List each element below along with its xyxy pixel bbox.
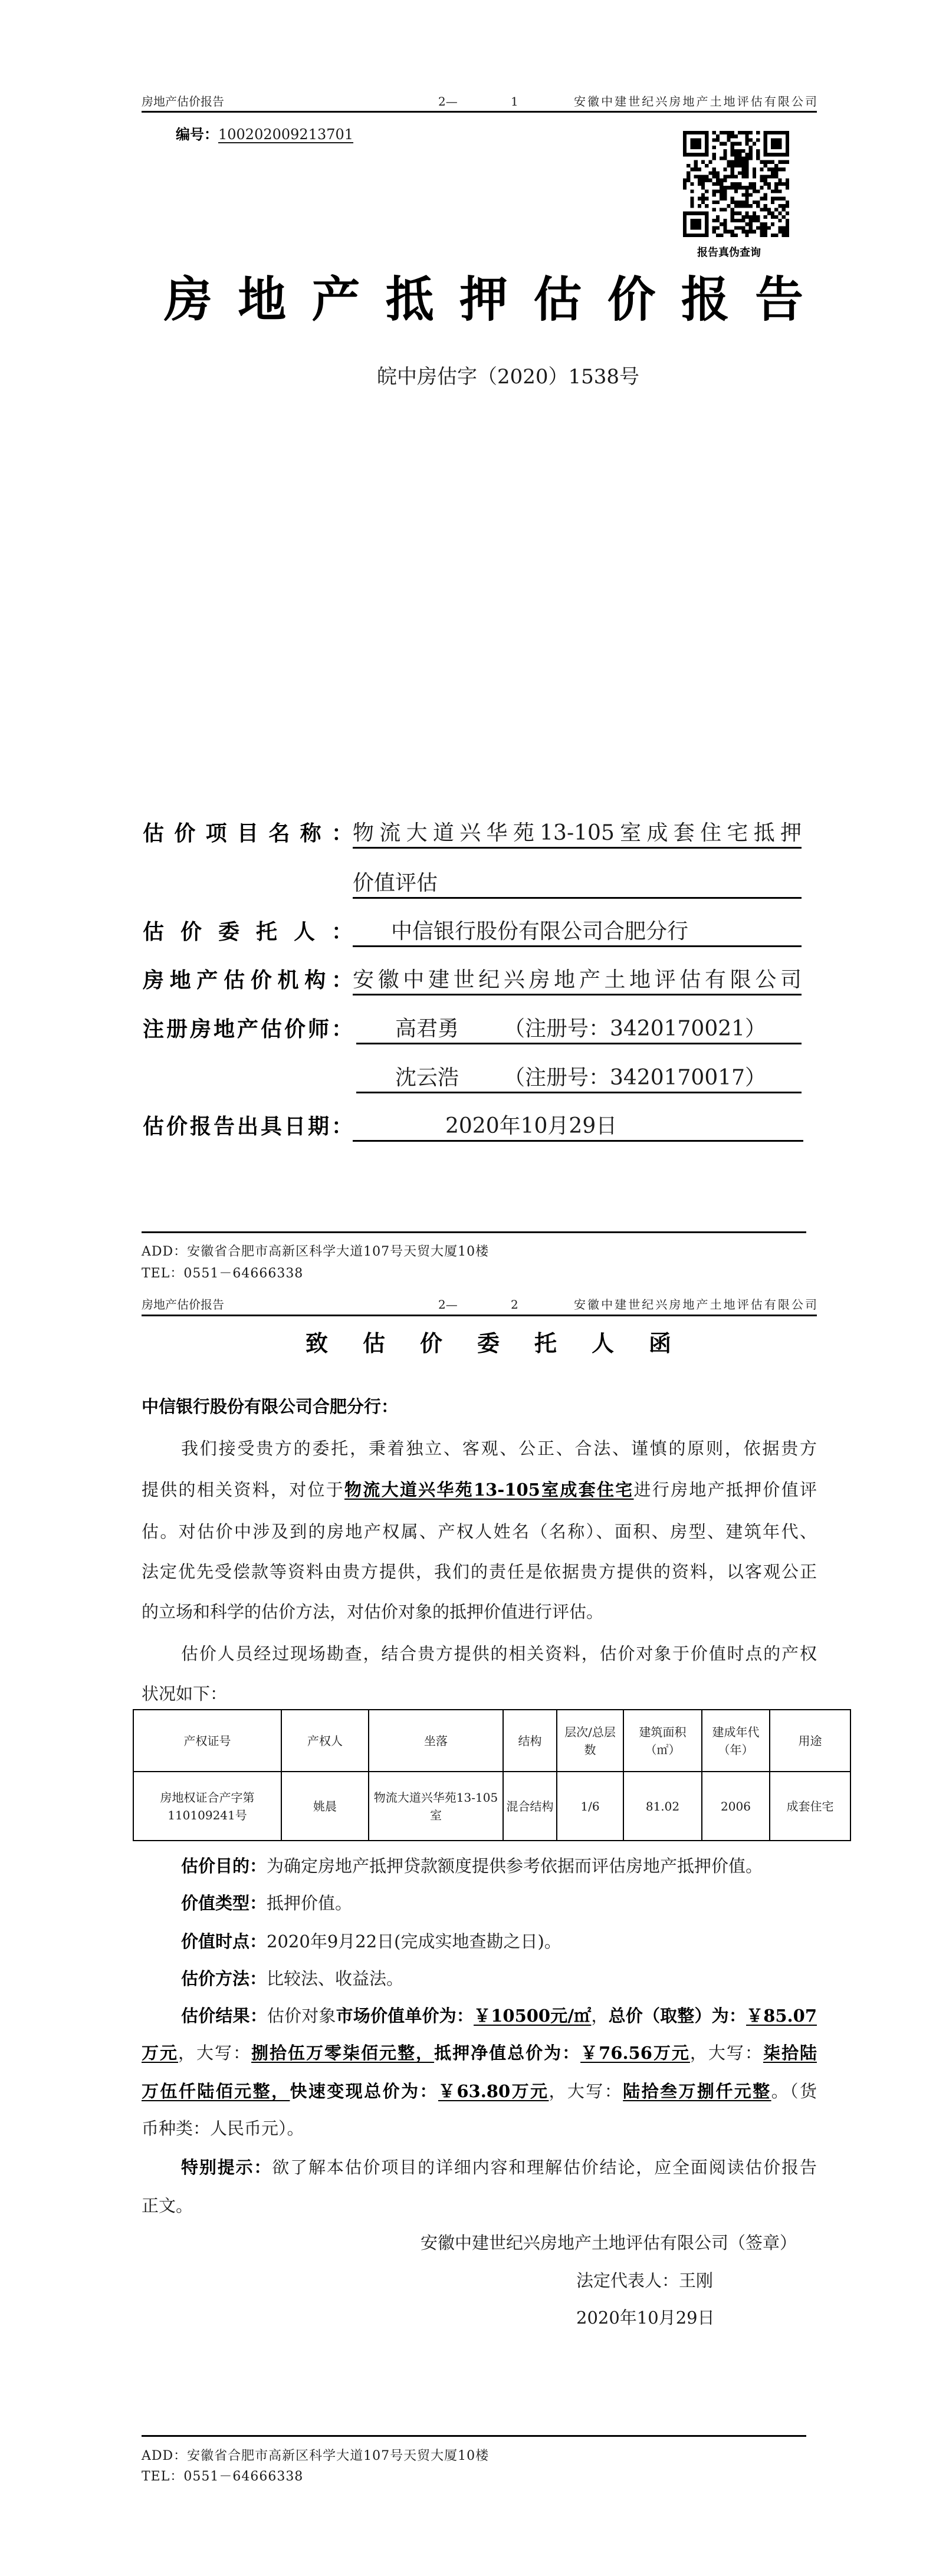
result-text: ，大写： [178, 2043, 252, 2063]
agency-label: 房地产估价机构： [143, 968, 353, 993]
appraiser-2-line [356, 1064, 802, 1093]
purpose-label: 估价目的： [181, 1856, 267, 1876]
para1-line3: 估。对估价中涉及到的房地产权属、产权人姓名（名称）、面积、房型、建筑年代、 [142, 1522, 817, 1542]
total-price-words: 捌拾伍万零柒佰元整， [251, 2043, 435, 2063]
header-title: 房地产估价报告 [142, 94, 224, 109]
table-cell: 物流大道兴华苑13-105室 [369, 1772, 503, 1841]
result-text: 快速变现总价为： [290, 2081, 438, 2101]
header-company: 安徽中建世纪兴房地产土地评估有限公司 [574, 94, 817, 109]
report-date-line [353, 1113, 803, 1142]
report-title: 房地产抵押估价报告 [164, 271, 803, 328]
table-cell: 姚晨 [281, 1772, 369, 1841]
footer-rule [142, 1231, 806, 1233]
table-cell: 混合结构 [503, 1772, 557, 1841]
serial-number [176, 126, 353, 143]
quick-sale-words: 陆拾叁万捌仟元整 [623, 2081, 771, 2101]
result-text: 估价对象 [267, 2006, 336, 2026]
project-name-value-line1 [353, 820, 802, 849]
client-value-line [353, 918, 802, 947]
total-price: ￥85.07 [746, 2006, 817, 2026]
signature-representative: 法定代表人：王刚 [576, 2271, 714, 2291]
net-value: ￥76.56万元 [580, 2043, 690, 2063]
appraiser-1-reg: （注册号：3420170021） [504, 1017, 767, 1041]
appraiser-1-line [356, 1016, 802, 1044]
para2-line1: 估价人员经过现场勘查，结合贵方提供的相关资料，估价对象于价值时点的产权 [181, 1644, 817, 1664]
letter-addressee: 中信银行股份有限公司合肥分行： [142, 1397, 399, 1417]
table-header-cell: 用途 [770, 1710, 850, 1772]
method-value: 比较法、收益法。 [267, 1969, 404, 1989]
footer-rule [142, 2435, 806, 2437]
result-text: ，大写： [549, 2081, 623, 2101]
qr-modules [683, 131, 789, 237]
project-name-label: 估价项目名称： [143, 821, 353, 846]
method-label: 估价方法： [181, 1969, 267, 1989]
header-rule [142, 111, 817, 113]
table-header-cell: 产权人 [281, 1710, 369, 1772]
net-value-words: 柒拾陆 [763, 2043, 817, 2063]
para1-line1: 我们接受贵方的委托，秉着独立、客观、公正、合法、谨慎的原则，依据贵方 [181, 1438, 817, 1458]
serial-label: 编号： [176, 126, 218, 143]
footer-phone: TEL：0551－64666338 [142, 2469, 304, 2484]
table-header-cell: 建成年代（年） [702, 1710, 770, 1772]
purpose-value: 为确定房地产抵押贷款额度提供参考依据而评估房地产抵押价值。 [267, 1856, 763, 1876]
value-date-label: 价值时点： [181, 1931, 267, 1951]
qr-caption: 报告真伪查询 [697, 247, 761, 259]
appraiser-1-name: 高君勇 [395, 1017, 459, 1041]
value-type-label: 价值类型： [181, 1893, 267, 1913]
result-line3 [142, 2079, 817, 2103]
report-doc-number: 皖中房估字（2020）1538号 [377, 365, 640, 389]
project-name-text-1: 物流大道兴华苑13-105室成套住宅抵押 [353, 821, 802, 845]
client-label: 估价委托人： [143, 919, 353, 944]
notice-line1 [181, 2156, 817, 2179]
header-rule [142, 1315, 817, 1316]
quick-sale-value: ￥63.80万元 [438, 2081, 549, 2101]
project-name-value-line2 [353, 870, 802, 899]
value-date-value: 2020年9月22日(完成实地查勘之日)。 [267, 1931, 561, 1951]
para1-text: 进行房地产抵押价值评 [633, 1480, 817, 1500]
serial-value: 100202009213701 [218, 126, 354, 143]
header-page-number: 1 [511, 94, 518, 109]
table-header-cell: 产权证号 [133, 1710, 281, 1772]
appraiser-2-name: 沈云浩 [395, 1066, 459, 1090]
report-date-label: 估价报告出具日期： [143, 1114, 353, 1139]
result-text: ， [591, 2006, 609, 2026]
property-address-highlight: 物流大道兴华苑13-105室成套住宅 [344, 1480, 634, 1500]
result-label: 估价结果： [181, 2006, 267, 2026]
footer-address: ADD：安徽省合肥市高新区科学大道107号天贸大厦10楼 [142, 1244, 490, 1259]
table-cell: 2006 [702, 1772, 770, 1841]
net-value-words: 万伍仟陆佰元整， [142, 2081, 290, 2101]
table-cell: 1/6 [557, 1772, 623, 1841]
result-text: 抵押净值总价为： [434, 2043, 581, 2063]
table-header-cell: 建筑面积（㎡） [623, 1710, 702, 1772]
para1-text: 提供的相关资料，对位于 [142, 1480, 345, 1500]
result-line2 [142, 2041, 817, 2065]
letter-title: 致估价委托人函 [306, 1330, 671, 1356]
notice-text: 欲了解本估价项目的详细内容和理解估价结论，应全面阅读估价报告 [272, 2157, 817, 2177]
value-date-line [181, 1930, 561, 1953]
header-page-sep: 2— [438, 94, 458, 109]
table-cell: 房地权证合产字第110109241号 [133, 1772, 281, 1841]
table-cell: 成套住宅 [770, 1772, 850, 1841]
header-page-sep: 2— [438, 1297, 458, 1312]
total-price-unit: 万元 [142, 2043, 179, 2063]
purpose-line [181, 1854, 763, 1878]
agency-value-line [353, 967, 802, 995]
report-date-value: 2020年10月29日 [445, 1114, 618, 1138]
unit-price: ￥10500元/㎡ [474, 2006, 592, 2026]
footer-phone: TEL：0551－64666338 [142, 1266, 304, 1281]
result-text: 市场价值单价为： [336, 2006, 474, 2026]
table-row [133, 1772, 850, 1841]
para2-line2: 状况如下： [142, 1684, 228, 1704]
value-type-value: 抵押价值。 [267, 1893, 353, 1913]
table-header-cell: 坐落 [369, 1710, 503, 1772]
result-text: 。（货 [771, 2081, 817, 2101]
para1-line2 [142, 1478, 817, 1501]
notice-line2: 正文。 [142, 2196, 193, 2216]
notice-label: 特别提示： [181, 2157, 272, 2177]
appraiser-label: 注册房地产估价师： [143, 1017, 353, 1041]
para1-line5: 的立场和科学的估价方法，对估价对象的抵押价值进行评估。 [142, 1602, 604, 1622]
method-line [181, 1967, 403, 1990]
para1-line4: 法定优先受偿款等资料由贵方提供，我们的责任是依据贵方提供的资料，以客观公正 [142, 1562, 817, 1582]
property-table [133, 1709, 851, 1841]
header-company: 安徽中建世纪兴房地产土地评估有限公司 [574, 1297, 817, 1312]
project-name-text-2: 价值评估 [353, 871, 438, 895]
client-value: 中信银行股份有限公司合肥分行 [391, 919, 689, 944]
appraiser-2-reg: （注册号：3420170017） [504, 1066, 767, 1090]
signature-company: 安徽中建世纪兴房地产土地评估有限公司（签章） [421, 2233, 797, 2253]
value-type-line [181, 1891, 352, 1915]
qr-code [683, 131, 789, 237]
table-header-cell: 层次/总层数 [557, 1710, 623, 1772]
footer-address: ADD：安徽省合肥市高新区科学大道107号天贸大厦10楼 [142, 2449, 490, 2463]
table-header-row [133, 1710, 850, 1772]
table-header-cell: 结构 [503, 1710, 557, 1772]
header-page-number: 2 [511, 1297, 518, 1312]
result-line4: 币种类：人民币元）。 [142, 2118, 304, 2138]
result-text: 总价（取整）为： [608, 2006, 747, 2026]
result-text: ，大写： [689, 2043, 763, 2063]
signature-date: 2020年10月29日 [576, 2308, 715, 2328]
header-title: 房地产估价报告 [142, 1297, 224, 1312]
agency-value: 安徽中建世纪兴房地产土地评估有限公司 [353, 968, 802, 992]
result-line1 [181, 2004, 817, 2028]
table-cell: 81.02 [623, 1772, 702, 1841]
